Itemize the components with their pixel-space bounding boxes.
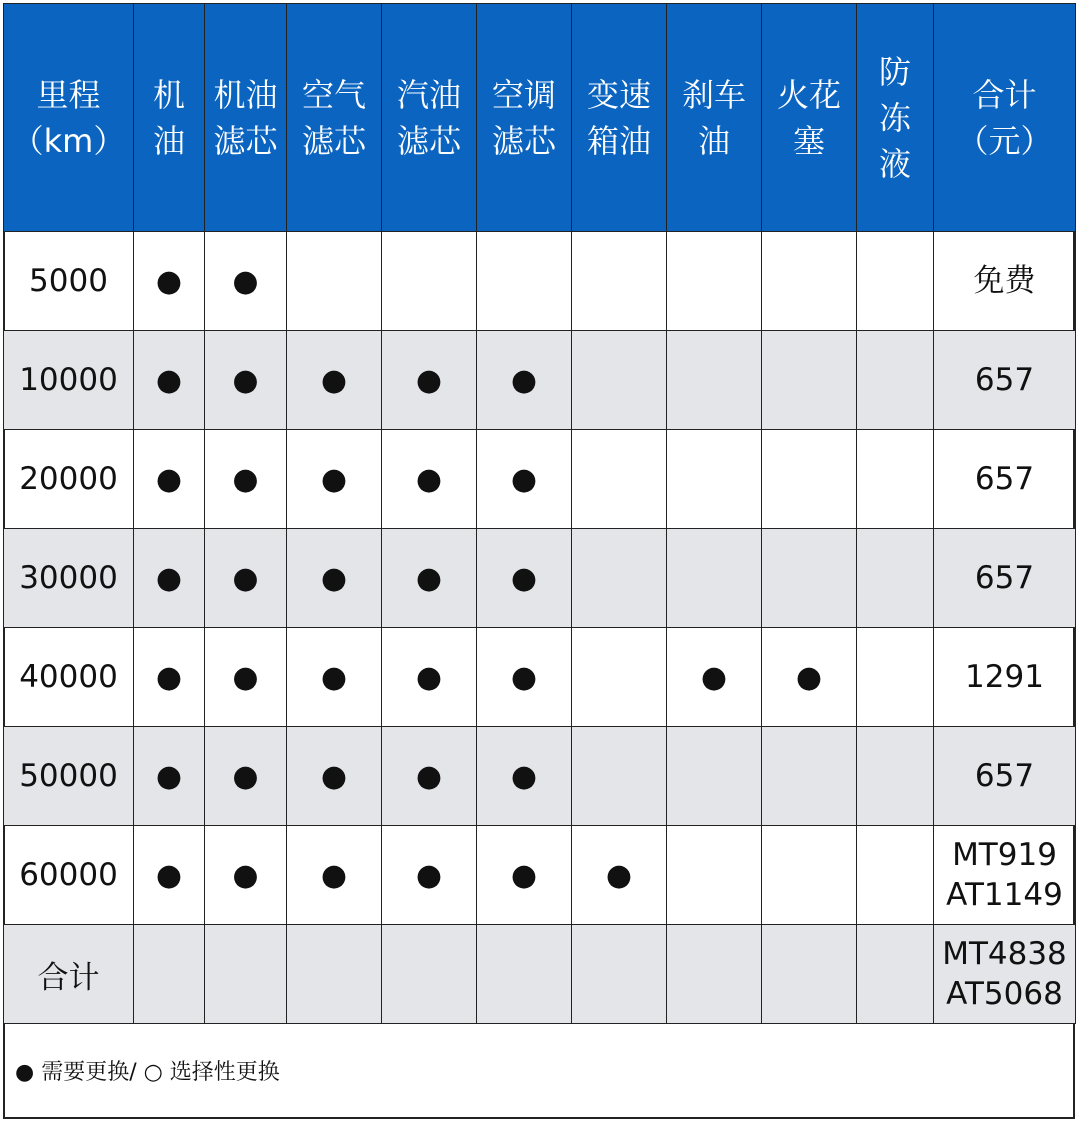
table-row — [4, 232, 1076, 331]
total-value: 657 — [974, 560, 1035, 596]
mark-cell — [134, 430, 205, 529]
mileage-cell: 30000 — [4, 529, 134, 628]
mark-cell — [287, 430, 382, 529]
mark-cell — [287, 925, 382, 1024]
mark-cell — [572, 232, 667, 331]
required-dot-icon: ● — [155, 660, 183, 695]
column-header-line: 空气 — [301, 75, 366, 114]
total-value: 1291 — [965, 659, 1044, 695]
mark-cell — [857, 826, 934, 925]
mark-cell — [205, 232, 287, 331]
mileage-cell: 40000 — [4, 628, 134, 727]
mark-cell — [205, 628, 287, 727]
mark-cell — [477, 628, 572, 727]
column-header-line: 机油 — [213, 75, 278, 114]
mark-cell — [477, 331, 572, 430]
mark-cell — [667, 232, 762, 331]
total-value: 657 — [974, 461, 1035, 497]
column-header-line: 里程 — [36, 75, 101, 114]
required-dot-icon: ● — [415, 561, 443, 596]
mark-cell — [572, 727, 667, 826]
mark-cell — [205, 331, 287, 430]
mark-cell — [762, 331, 857, 430]
maintenance-table — [3, 3, 1076, 1024]
column-header-spark-plug — [762, 4, 857, 232]
table-row — [4, 331, 1076, 430]
column-header-line: 滤芯 — [491, 121, 556, 160]
required-dot-icon: ● — [320, 858, 348, 893]
column-header-line: 变速 — [586, 75, 651, 114]
maintenance-schedule — [3, 3, 1075, 1119]
mark-cell — [667, 529, 762, 628]
total-value: MT4838 — [942, 936, 1067, 972]
table-row — [4, 628, 1076, 727]
mark-cell — [382, 628, 477, 727]
column-header-line: 滤芯 — [213, 121, 278, 160]
table-row — [4, 826, 1076, 925]
mark-cell — [382, 925, 477, 1024]
column-header-line: 滤芯 — [396, 121, 461, 160]
column-header-line: 火花 — [776, 75, 841, 114]
required-dot-icon: ● — [510, 363, 538, 398]
required-dot-icon: ● — [510, 660, 538, 695]
required-dot-icon: ● — [605, 858, 633, 893]
mark-cell — [134, 628, 205, 727]
mark-cell — [287, 529, 382, 628]
column-header-line: 机 — [152, 75, 185, 114]
mark-cell — [287, 331, 382, 430]
mileage-cell: 10000 — [4, 331, 134, 430]
total-value: 657 — [974, 758, 1035, 794]
mileage-cell: 5000 — [4, 232, 134, 331]
table-body — [4, 232, 1076, 1024]
mark-cell — [667, 727, 762, 826]
mileage-cell: 60000 — [4, 826, 134, 925]
column-header-line: 刹车 — [681, 75, 746, 114]
required-dot-icon: ● — [232, 264, 259, 299]
mark-cell — [134, 826, 205, 925]
mark-cell — [857, 628, 934, 727]
mark-cell — [477, 727, 572, 826]
required-dot-icon: ● — [415, 363, 443, 398]
mark-cell — [667, 430, 762, 529]
mark-cell — [287, 628, 382, 727]
required-dot-icon: ● — [232, 660, 259, 695]
required-dot-icon: ● — [155, 363, 183, 398]
column-header-line: 油 — [697, 121, 730, 160]
total-cell — [934, 628, 1076, 727]
total-value: AT1149 — [946, 877, 1063, 913]
column-header-fuel-filter — [382, 4, 477, 232]
mark-cell — [134, 232, 205, 331]
mark-cell — [205, 727, 287, 826]
mark-cell — [205, 529, 287, 628]
total-cell — [934, 925, 1076, 1024]
column-header-line: （km） — [11, 121, 126, 160]
column-header-line: 空调 — [491, 75, 556, 114]
required-dot-icon: ● — [155, 462, 183, 497]
column-header-line: 合计 — [972, 75, 1037, 114]
table-header-row — [4, 4, 1076, 232]
required-dot-icon: ● — [155, 858, 183, 893]
total-cell — [934, 727, 1076, 826]
required-dot-icon: ● — [415, 759, 443, 794]
column-header-line: 滤芯 — [301, 121, 366, 160]
mileage-cell: 20000 — [4, 430, 134, 529]
mark-cell — [205, 925, 287, 1024]
column-header-brake-oil — [667, 4, 762, 232]
mileage-cell: 合计 — [4, 925, 134, 1024]
mark-cell — [857, 232, 934, 331]
mark-cell — [572, 430, 667, 529]
mark-cell — [857, 727, 934, 826]
required-dot-icon: ● — [320, 363, 348, 398]
mark-cell — [762, 430, 857, 529]
mark-cell — [287, 826, 382, 925]
column-header-line: （元） — [956, 121, 1053, 160]
required-dot-icon: ● — [232, 462, 259, 497]
required-dot-icon: ● — [155, 759, 183, 794]
mark-cell — [205, 826, 287, 925]
mark-cell — [762, 232, 857, 331]
mark-cell — [287, 727, 382, 826]
required-dot-icon: ● — [232, 759, 259, 794]
mark-cell — [477, 529, 572, 628]
total-cell — [934, 529, 1076, 628]
column-header-line: 油 — [152, 121, 185, 160]
table-row — [4, 925, 1076, 1024]
column-header-transmission-oil — [572, 4, 667, 232]
required-dot-icon: ● — [510, 858, 538, 893]
required-dot-icon: ● — [232, 363, 259, 398]
column-header-antifreeze — [857, 4, 934, 232]
mark-cell — [762, 529, 857, 628]
total-cell — [934, 331, 1076, 430]
required-dot-icon: ● — [320, 462, 348, 497]
mark-cell — [572, 331, 667, 430]
required-dot-icon: ● — [232, 858, 259, 893]
mark-cell — [382, 232, 477, 331]
mark-cell — [572, 925, 667, 1024]
column-header-ac-filter — [477, 4, 572, 232]
mileage-cell: 50000 — [4, 727, 134, 826]
mark-cell — [572, 529, 667, 628]
mark-cell — [762, 925, 857, 1024]
mark-cell — [382, 727, 477, 826]
total-cell — [934, 430, 1076, 529]
mark-cell — [134, 529, 205, 628]
required-dot-icon: ● — [320, 660, 348, 695]
column-header-total — [934, 4, 1076, 232]
mark-cell — [762, 628, 857, 727]
mark-cell — [477, 232, 572, 331]
mark-cell — [382, 826, 477, 925]
total-cell — [934, 826, 1076, 925]
mark-cell — [134, 331, 205, 430]
column-header-oil-filter — [205, 4, 287, 232]
mark-cell — [857, 529, 934, 628]
mark-cell — [477, 826, 572, 925]
mark-cell — [287, 232, 382, 331]
required-dot-icon: ● — [510, 561, 538, 596]
mark-cell — [857, 430, 934, 529]
column-header-line: 汽油 — [396, 75, 461, 114]
total-value: MT919 — [952, 837, 1057, 873]
total-value: AT5068 — [946, 976, 1063, 1012]
mark-cell — [134, 925, 205, 1024]
legend — [5, 1023, 1073, 1117]
required-dot-icon: ● — [795, 660, 823, 695]
table-row — [4, 529, 1076, 628]
mark-cell — [667, 826, 762, 925]
required-dot-icon: ● — [700, 660, 728, 695]
mark-cell — [667, 628, 762, 727]
total-value: 免费 — [973, 263, 1036, 299]
required-dot-icon: ● — [155, 561, 183, 596]
legend-text: ● 需要更换/ ○ 选择性更换 — [15, 1059, 280, 1085]
required-dot-icon: ● — [320, 561, 348, 596]
required-dot-icon: ● — [415, 858, 443, 893]
mark-cell — [572, 628, 667, 727]
mark-cell — [667, 331, 762, 430]
mark-cell — [857, 331, 934, 430]
required-dot-icon: ● — [155, 264, 183, 299]
mark-cell — [205, 430, 287, 529]
mark-cell — [762, 727, 857, 826]
mark-cell — [382, 529, 477, 628]
column-header-line: 液 — [878, 144, 911, 183]
table-row — [4, 727, 1076, 826]
mark-cell — [382, 331, 477, 430]
column-header-line: 防 — [878, 52, 911, 91]
column-header-mileage — [4, 4, 134, 232]
table-row — [4, 430, 1076, 529]
mark-cell — [857, 925, 934, 1024]
mark-cell — [134, 727, 205, 826]
mark-cell — [477, 430, 572, 529]
required-dot-icon: ● — [510, 462, 538, 497]
column-header-line: 冻 — [878, 98, 911, 137]
required-dot-icon: ● — [415, 462, 443, 497]
required-dot-icon: ● — [510, 759, 538, 794]
mark-cell — [477, 925, 572, 1024]
mark-cell — [667, 925, 762, 1024]
mark-cell — [762, 826, 857, 925]
total-value: 657 — [974, 362, 1035, 398]
column-header-engine-oil — [134, 4, 205, 232]
mark-cell — [572, 826, 667, 925]
required-dot-icon: ● — [320, 759, 348, 794]
mark-cell — [382, 430, 477, 529]
total-cell — [934, 232, 1076, 331]
required-dot-icon: ● — [232, 561, 259, 596]
column-header-line: 塞 — [792, 121, 825, 160]
required-dot-icon: ● — [415, 660, 443, 695]
column-header-air-filter — [287, 4, 382, 232]
column-header-line: 箱油 — [586, 121, 651, 160]
